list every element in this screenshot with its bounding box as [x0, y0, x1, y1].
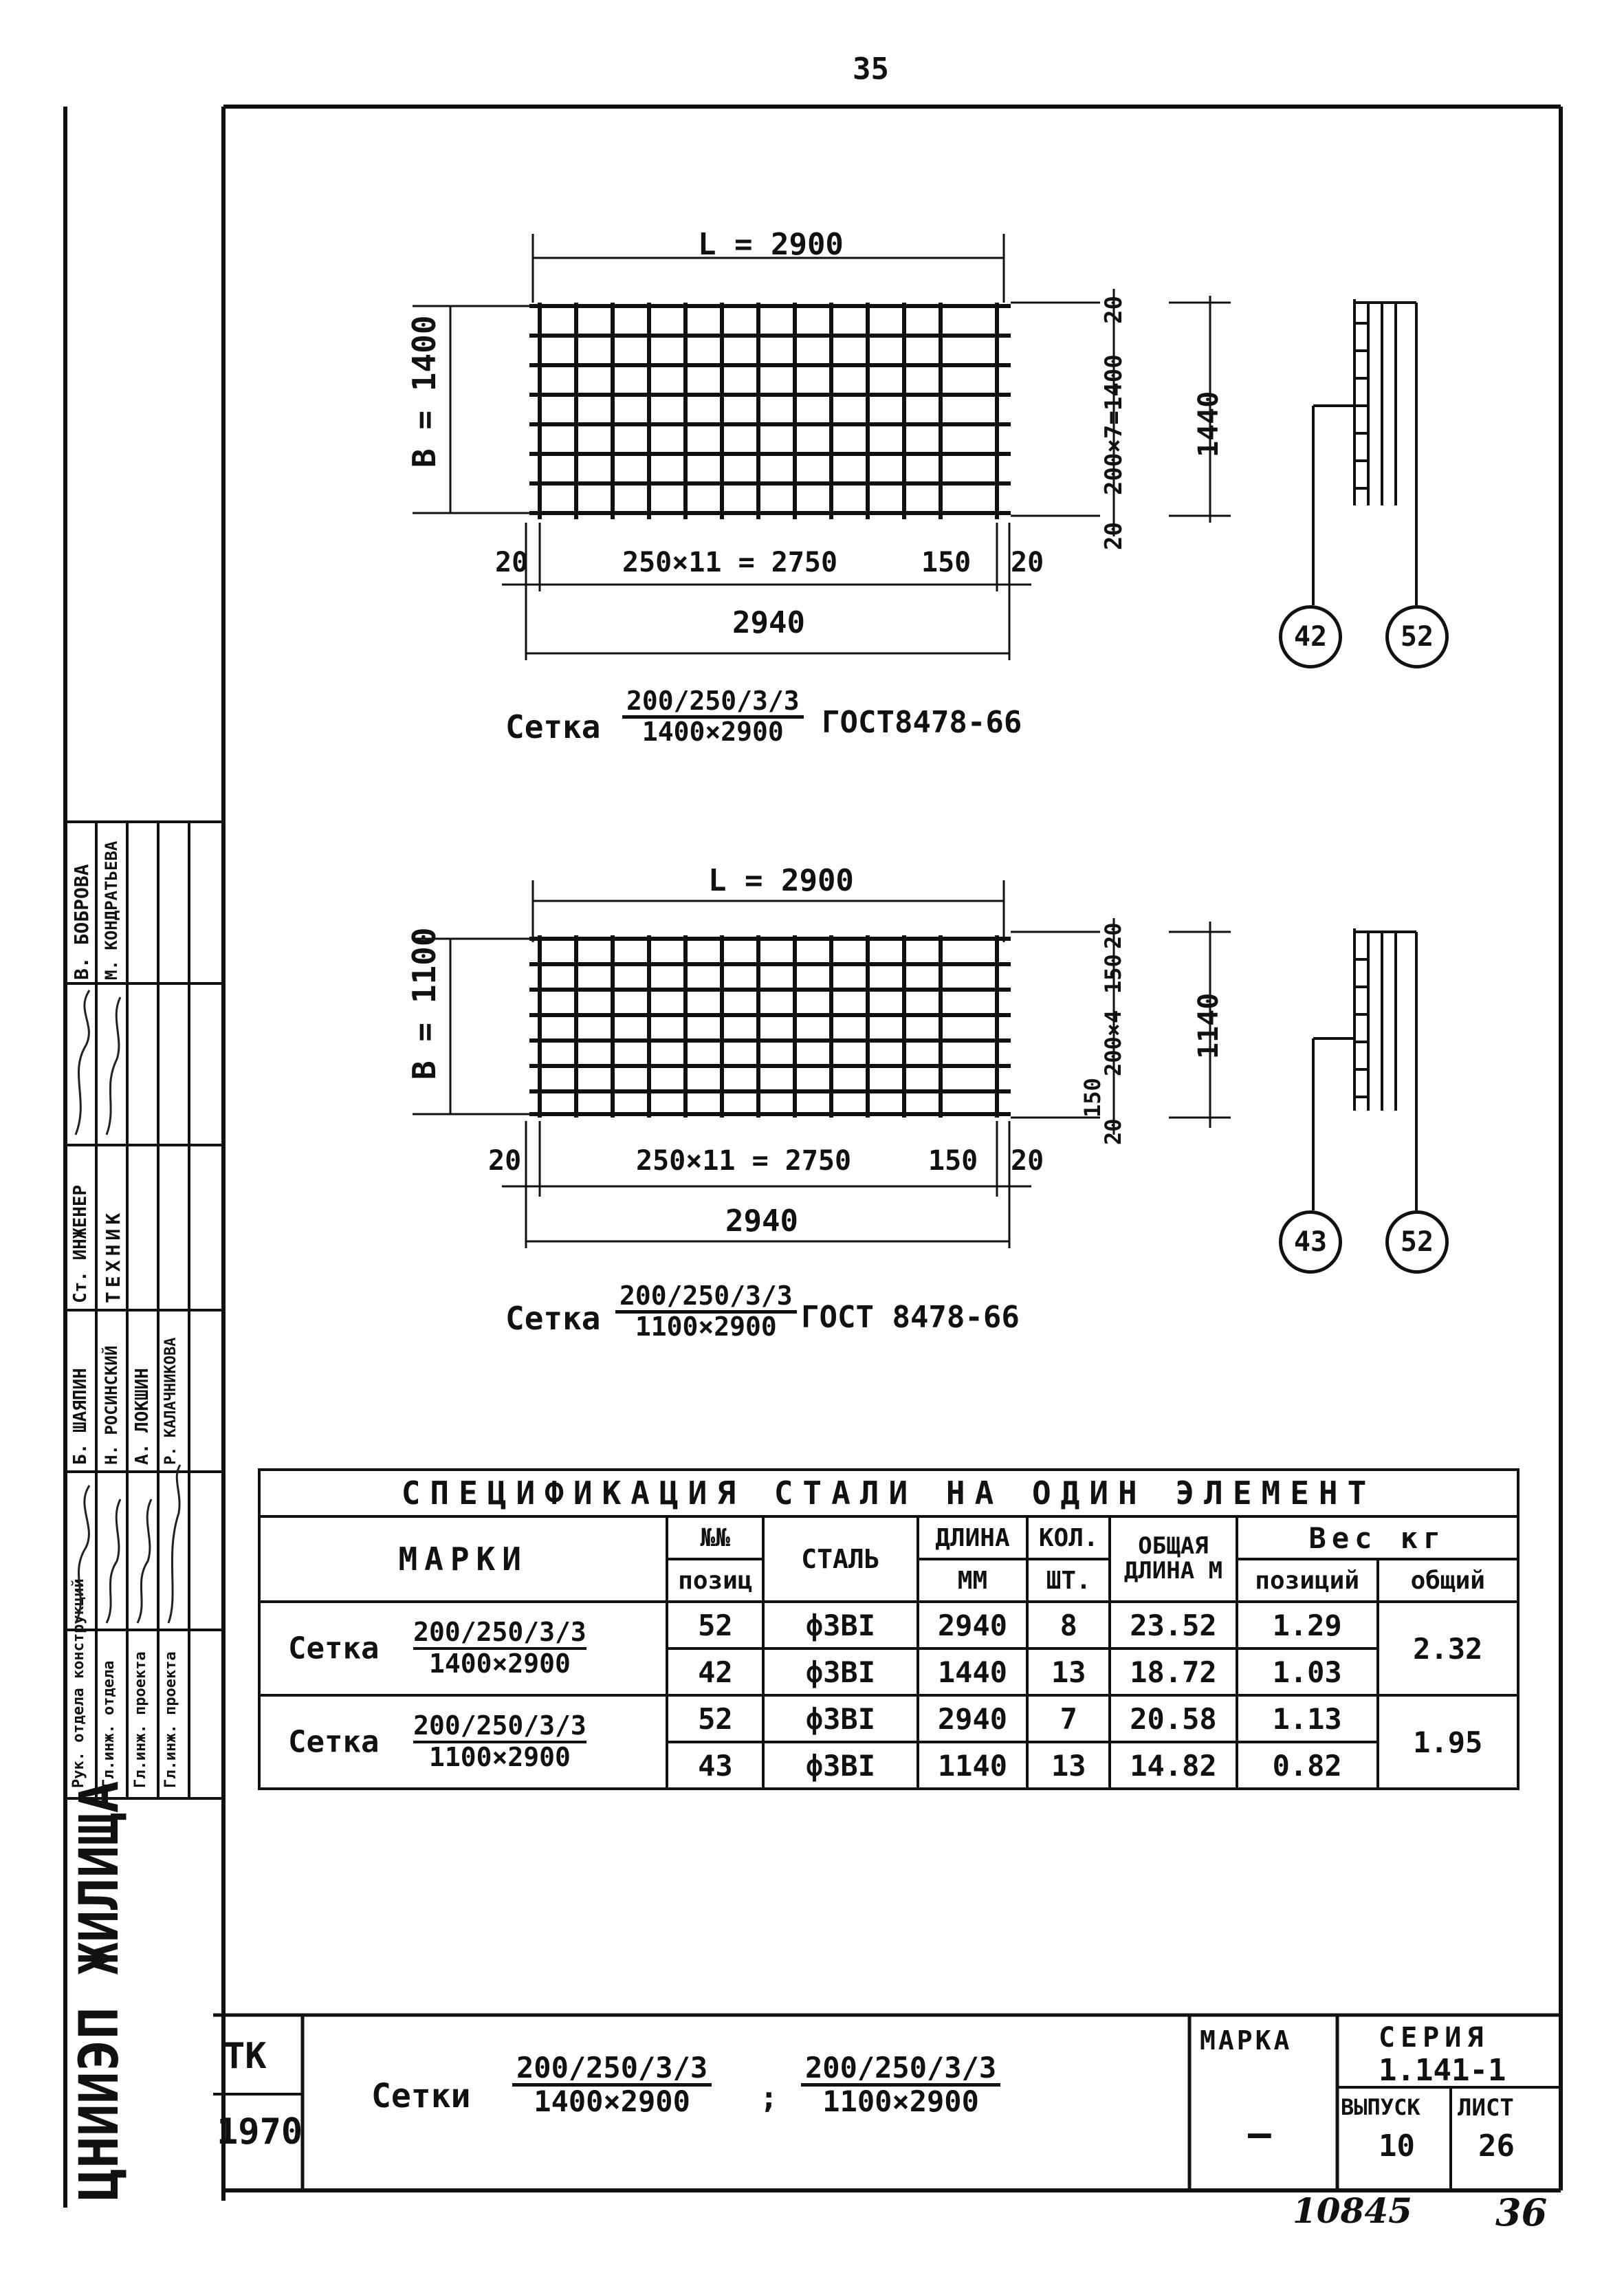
mesh2-right-top: 20 — [1100, 922, 1126, 949]
position-marker-52: 52 — [1385, 605, 1449, 668]
mesh1-right-top: 20 — [1100, 296, 1128, 324]
header-total-len: ОБЩАЯ ДЛИНА М — [1110, 1516, 1237, 1602]
group1-row2-length: 1440 — [918, 1648, 1028, 1695]
group1-row1-total-len: 23.52 — [1110, 1602, 1237, 1648]
header-marks: МАРКИ — [259, 1516, 667, 1602]
archive-number: 10845 — [1293, 2190, 1412, 2231]
mesh2-caption-gost: ГОСТ 8478-66 — [801, 1300, 1020, 1335]
header-weight-total: общий — [1378, 1559, 1518, 1602]
group1-row2-qty: 13 — [1027, 1648, 1110, 1695]
group2-row1-pos: 52 — [667, 1695, 763, 1742]
mesh2-length-label: L = 2900 — [708, 863, 854, 898]
signature-1 — [76, 990, 89, 1135]
group2-row1-total-len: 20.58 — [1110, 1695, 1237, 1742]
mesh1-right-bot: 20 — [1100, 522, 1128, 550]
group1-row1-qty: 8 — [1027, 1602, 1110, 1648]
mesh1-width-label: B = 1400 — [406, 315, 443, 468]
mesh2-dim-left: 20 — [488, 1145, 522, 1177]
group2-row2-weight: 0.82 — [1237, 1742, 1378, 1789]
mesh2-right-bot: 20 — [1100, 1118, 1126, 1145]
stamp-tk: ТК — [223, 2036, 267, 2077]
mesh1-dim-right: 20 — [1011, 547, 1044, 578]
stamp-title-fraction-2 — [801, 2053, 1000, 2117]
position-1: Ст. ИНЖЕНЕР — [70, 1184, 91, 1303]
group1-mark-word: Сетка — [288, 1631, 380, 1666]
position-2: ТЕХНИК — [102, 1208, 124, 1303]
mesh2-width-label: B = 1100 — [406, 927, 443, 1080]
stamp-title-den-2: 1100×2900 — [822, 2084, 979, 2119]
mesh1-right-mid: 200×7=1400 — [1100, 354, 1128, 495]
group2-mark-den: 1100×2900 — [428, 1742, 571, 1772]
group2-row2-total-len: 14.82 — [1110, 1742, 1237, 1789]
stamp-title-fraction-1 — [512, 2053, 712, 2117]
mesh1-total-width: 2940 — [732, 605, 805, 640]
stamp-year: 1970 — [217, 2111, 303, 2153]
stamp-sheet-value: 26 — [1478, 2129, 1515, 2164]
group1-row1-length: 2940 — [918, 1602, 1028, 1648]
group2-row1-weight: 1.13 — [1237, 1695, 1378, 1742]
header-weight: Вес кг — [1237, 1516, 1518, 1559]
header-pos-bottom: позиц — [667, 1559, 763, 1602]
group1-row2-weight: 1.03 — [1237, 1648, 1378, 1695]
signature-5 — [138, 1499, 151, 1623]
mesh1-dim-left: 20 — [495, 547, 529, 578]
group1-total-weight: 2.32 — [1378, 1602, 1518, 1695]
group2-row2-qty: 13 — [1027, 1742, 1110, 1789]
name-a-1: Б. ШАЯПИН — [70, 1368, 91, 1465]
stamp-title-sep: ; — [760, 2080, 778, 2115]
mesh1-caption-den: 1400×2900 — [641, 716, 784, 747]
header-qty-top: КОЛ. — [1027, 1516, 1110, 1559]
stamp-issue-label: ВЫПУСК — [1341, 2094, 1420, 2120]
position-marker-52b: 52 — [1385, 1210, 1449, 1274]
mesh1-length-label: L = 2900 — [698, 227, 844, 262]
group2-row2-pos: 43 — [667, 1742, 763, 1789]
stamp-series-label: СЕРИЯ — [1379, 2022, 1489, 2054]
signature-3 — [76, 1485, 89, 1623]
group1-row1-steel: ф3ВI — [763, 1602, 917, 1648]
header-weight-pos: позиций — [1237, 1559, 1378, 1602]
group1-mark-den: 1400×2900 — [428, 1648, 571, 1679]
stamp-title-word: Сетки — [371, 2077, 471, 2115]
mesh1-dim-tail: 150 — [921, 547, 972, 578]
name-a-2: Н. РОСИНСКИЙ — [102, 1345, 121, 1465]
header-length-bottom: ММ — [918, 1559, 1028, 1602]
group1-row1-weight: 1.29 — [1237, 1602, 1378, 1648]
mesh2-right-upper: 150 — [1100, 954, 1126, 994]
name-a-3: А. ЛОКШИН — [132, 1368, 153, 1465]
header-length-top: ДЛИНА — [918, 1516, 1028, 1559]
mesh2-dim-spacing: 250×11 = 2750 — [636, 1145, 852, 1177]
group1-row2-steel: ф3ВI — [763, 1648, 917, 1695]
page-number-top: 35 — [853, 52, 889, 87]
mesh2-right-lower: 150 — [1079, 1078, 1106, 1118]
group2-mark-word: Сетка — [288, 1724, 380, 1760]
header-pos-top: №№ — [667, 1516, 763, 1559]
stamp-title-den-1: 1400×2900 — [534, 2084, 690, 2119]
stamp-marka-label: МАРКА — [1200, 2025, 1293, 2056]
group2-row1-qty: 7 — [1027, 1695, 1110, 1742]
mesh2-dim-tail: 150 — [928, 1145, 978, 1177]
mesh2-right-total: 1140 — [1193, 992, 1225, 1059]
group2-row2-length: 1140 — [918, 1742, 1028, 1789]
name-a-4: Р. КАЛАЧНИКОВА — [162, 1337, 179, 1465]
mesh2-total-width: 2940 — [725, 1204, 798, 1239]
role-3: Гл.инж. проекта — [132, 1651, 149, 1788]
stamp-sheet-label: ЛИСТ — [1458, 2094, 1514, 2122]
group2-row1-steel: ф3ВI — [763, 1695, 917, 1742]
stamp-series-value: 1.141-1 — [1379, 2053, 1506, 2088]
mesh2-dim-right: 20 — [1011, 1145, 1044, 1177]
group1-row2-pos: 42 — [667, 1648, 763, 1695]
mesh2-caption-den: 1100×2900 — [635, 1311, 777, 1342]
org-name: ЦНИИЭП ЖИЛИЩА — [69, 1781, 131, 2201]
header-qty-bottom: ШТ. — [1027, 1559, 1110, 1602]
mesh1-dim-spacing: 250×11 = 2750 — [622, 547, 838, 578]
mesh2-right-mid: 200×4 — [1100, 1010, 1126, 1076]
name-b-1: В. БОБРОВА — [70, 864, 93, 980]
mesh1-caption-num: 200/250/3/3 — [622, 688, 804, 719]
role-1: Рук. отдела конструкций — [70, 1578, 87, 1788]
spec-title: СПЕЦИФИКАЦИЯ СТАЛИ НА ОДИН ЭЛЕМЕНТ — [259, 1470, 1518, 1516]
group1-row1-pos: 52 — [667, 1602, 763, 1648]
header-steel: СТАЛЬ — [763, 1516, 917, 1602]
group1-mark-num: 200/250/3/3 — [413, 1618, 586, 1650]
stamp-issue-value: 10 — [1379, 2129, 1415, 2164]
page-number-bottom: 36 — [1495, 2190, 1548, 2234]
mesh1-right-total: 1440 — [1193, 391, 1225, 457]
signature-4 — [107, 1499, 120, 1623]
signature-2 — [107, 997, 120, 1135]
group2-row2-steel: ф3ВI — [763, 1742, 917, 1789]
position-marker-42: 42 — [1279, 605, 1342, 668]
stamp-title-num-2: 200/250/3/3 — [801, 2053, 1000, 2087]
stamp-marka-value: — — [1248, 2111, 1271, 2156]
group1-row2-total-len: 18.72 — [1110, 1648, 1237, 1695]
group2-row1-length: 2940 — [918, 1695, 1028, 1742]
role-2: Гл.инж. отдела — [100, 1660, 118, 1788]
group2-mark-num: 200/250/3/3 — [413, 1712, 586, 1743]
group2-total-weight: 1.95 — [1378, 1695, 1518, 1789]
position-marker-43: 43 — [1279, 1210, 1342, 1274]
role-4: Гл.инж. проекта — [162, 1651, 179, 1788]
mesh1-caption-gost: ГОСТ8478-66 — [822, 705, 1022, 740]
mesh2-caption-num: 200/250/3/3 — [615, 1283, 797, 1314]
stamp-title-num-1: 200/250/3/3 — [512, 2053, 712, 2087]
mesh2-caption-word: Сетка — [505, 1300, 601, 1337]
signature-6 — [168, 1465, 180, 1623]
name-b-2: М. КОНДРАТЬЕВА — [102, 840, 121, 980]
mesh1-caption-word: Сетка — [505, 708, 601, 745]
